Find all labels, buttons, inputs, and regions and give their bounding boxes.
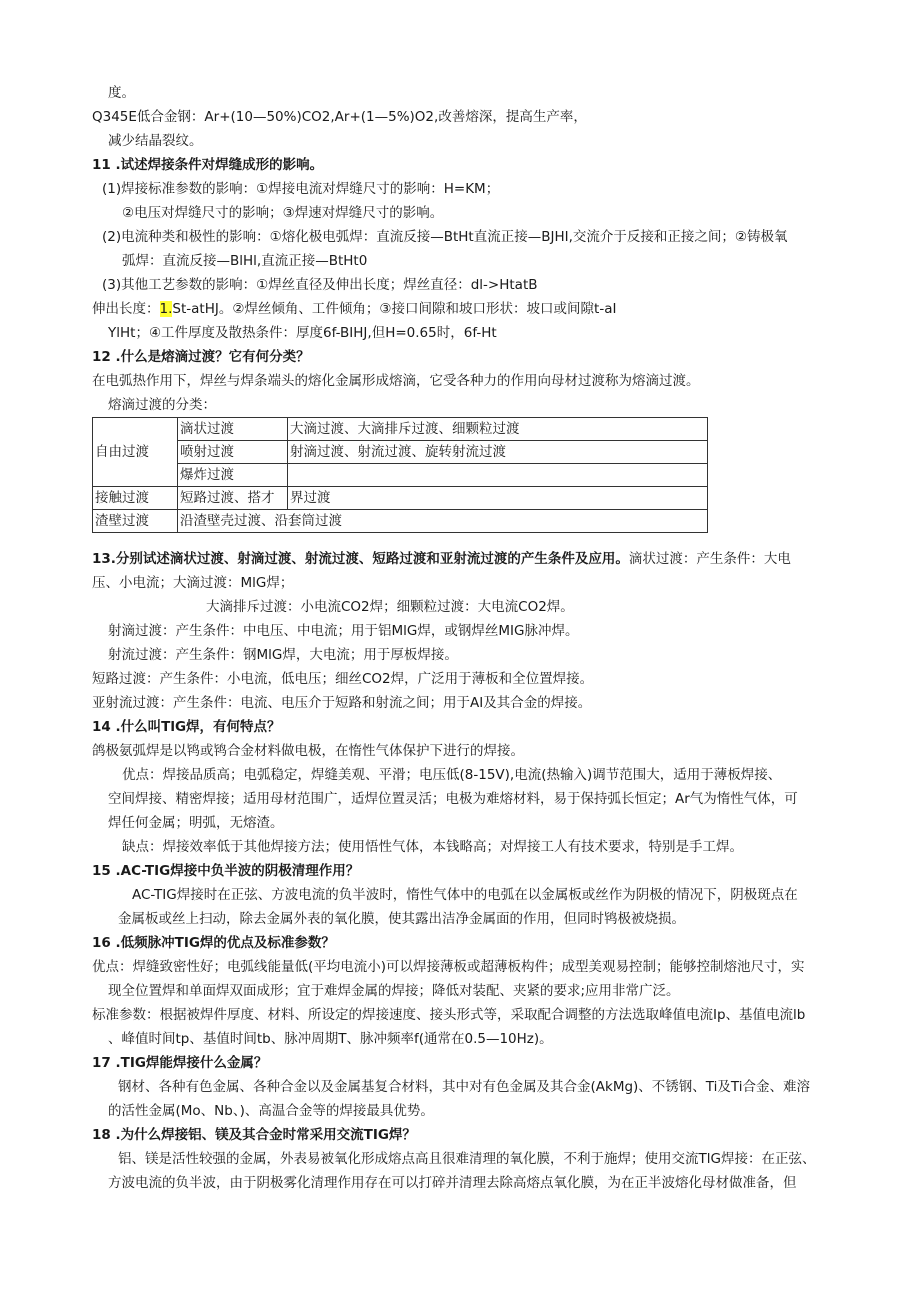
table-cell: 短路过渡、搭才 — [178, 487, 288, 510]
text-line: 短路过渡：产生条件：小电流，低电压；细丝CO2焊，广泛用于薄板和全位置焊接。 — [92, 671, 594, 687]
question-heading: 11 .试述焊接条件对焊缝成形的影响。 — [92, 157, 324, 173]
text-segment: 伸出长度： — [92, 301, 160, 317]
table-cell: 界过渡 — [288, 487, 708, 510]
table-row — [93, 441, 708, 464]
table-cell: 自由过渡 — [93, 418, 178, 487]
table-row — [93, 510, 708, 533]
table-cell: 爆炸过渡 — [178, 464, 288, 487]
text-line: 熔滴过渡的分类： — [108, 397, 216, 413]
question-heading: 16 .低频脉冲TIG焊的优点及标准参数？ — [92, 935, 335, 951]
text-line: 缺点：焊接效率低于其他焊接方法；使用悟性气体，本钱略高；对焊接工人有技术要求，特别是手工焊。 — [122, 839, 743, 855]
text-line: 优点：焊接品质高；电弧稳定，焊缝美观、平滑；电压低(8-15V),电流(热输入)调节范围大，适用于薄板焊接、 — [122, 767, 782, 783]
text-line: 铝、镁是活性较强的金属，外表易被氧化形成熔点高且很难清理的氧化膜，不利于施焊；使用交流TlG焊接：在正弦、 — [118, 1151, 816, 1167]
text-line: AC-TIG焊接时在正弦、方波电流的负半波时，惰性气体中的电弧在以金属板或丝作为阴极的情况下，阴极斑点在 — [132, 887, 798, 903]
table-cell: 大滴过渡、大滴排斥过渡、细颗粒过渡 — [288, 418, 708, 441]
text-line: 方波电流的负半波，由于阴极雾化清理作用存在可以打碎并清理去除高熔点氧化膜，为在正半波熔化母材做准备，但 — [108, 1175, 797, 1191]
text-line: 弧焊：直流反接—BlHl,直流正接—BtHt0 — [122, 253, 368, 269]
text-segment: 滴状过渡：产生条件：大电 — [628, 551, 791, 567]
table-row — [93, 487, 708, 510]
text-line: 现全位置焊和单面焊双面成形；宜于难焊金属的焊接；降低对装配、夹紧的要求;应用非常广泛。 — [108, 983, 680, 999]
text-line: 在电弧热作用下，焊丝与焊条端头的熔化金属形成熔滴，它受各种力的作用向母材过渡称为熔滴过渡。 — [92, 373, 700, 389]
table-cell: 滴状过渡 — [178, 418, 288, 441]
table-cell — [288, 464, 708, 487]
text-line — [92, 549, 791, 569]
text-segment: St-atHJ。②焊丝倾角、工件倾角；③接口间隙和坡口形状：坡口或间隙t-aI — [172, 301, 617, 317]
table-cell: 射滴过渡、射流过渡、旋转射流过渡 — [288, 441, 708, 464]
text-line: 鸽极氨弧焊是以鸨或鸨合金材料做电极，在惰性气体保护下进行的焊接。 — [92, 743, 524, 759]
text-line: 射流过渡：产生条件：钢MlG焊，大电流；用于厚板焊接。 — [108, 647, 458, 663]
text-line: 焊任何金属；明弧，无熔渣。 — [108, 815, 284, 831]
question-heading: 15 .AC-TIG焊接中负半波的阴极清理作用？ — [92, 863, 360, 879]
text-line: 、峰值时间tp、基值时间tb、脉冲周期T、脉冲频率f(通常在0.5—10Hz)。 — [108, 1031, 553, 1047]
text-line: 减少结晶裂纹。 — [108, 133, 203, 149]
table-cell: 接触过渡 — [93, 487, 178, 510]
droplet-transfer-table — [92, 417, 708, 533]
text-line: 空间焊接、精密焊接；适用母材范围广，适焊位置灵活；电极为难熔材料，易于保持弧长恒定；Ar气为惰性气体，可 — [108, 791, 798, 807]
text-line: YlHt；④工件厚度及散热条件：厚度6f-BIHJ,但H=0.65时，6f-Ht — [108, 325, 497, 341]
text-line: (1)焊接标准参数的影响：①焊接电流对焊缝尺寸的影响：H=KM； — [102, 181, 500, 197]
question-heading: 13.分别试述滴状过渡、射滴过渡、射流过渡、短路过渡和亚射流过渡的产生条件及应用。 — [92, 551, 629, 567]
text-line: 金属板或丝上扫动，除去金属外表的氧化膜，使其露出洁净金属面的作用，但同时鸨极被烧损。 — [118, 911, 685, 927]
text-line: (3)其他工艺参数的影响：①焊丝直径及伸出长度；焊丝直径：dl->HtatB — [102, 277, 538, 293]
text-line: 度。 — [108, 85, 135, 101]
text-line: 压、小电流；大滴过渡：MlG焊； — [92, 575, 294, 591]
text-line: ②电压对焊缝尺寸的影响；③焊速对焊缝尺寸的影响。 — [122, 205, 444, 221]
highlighted-text: 1. — [159, 301, 173, 317]
table-cell: 渣壁过渡 — [93, 510, 178, 533]
question-heading: 17 .TIG焊能焊接什么金属？ — [92, 1055, 268, 1071]
text-line: (2)电流种类和极性的影响：①熔化极电弧焊：直流反接—BtHt直流正接—BJHI,交流介于反接和正接之间；②铸极氧 — [102, 229, 788, 245]
text-line: Q345E低合金钢：Ar+(10—50%)CO2,Ar+(1—5%)O2,改善熔深，提高生产率， — [92, 109, 587, 125]
table-cell: 沿渣壁壳过渡、沿套筒过渡 — [178, 510, 708, 533]
text-line: 标准参数：根据被焊件厚度、材料、所设定的焊接速度、接头形式等，采取配合调整的方法选取峰值电流Ip、基值电流lb — [92, 1007, 806, 1023]
text-line: 的活性金属(Mo、Nb、)、高温合金等的焊接最具优势。 — [108, 1103, 434, 1119]
question-heading: 12 .什么是熔滴过渡？它有何分类？ — [92, 349, 310, 365]
text-line: 亚射流过渡：产生条件：电流、电压介于短路和射流之间；用于AI及其合金的焊接。 — [92, 695, 592, 711]
text-line: 钢材、各种有色金属、各种合金以及金属基复合材料，其中对有色金属及其合金(AkMg)、不锈钢、Ti及Ti合金、难溶 — [118, 1079, 810, 1095]
question-heading: 18 .为什么焊接铝、镁及其合金时常采用交流TIG焊？ — [92, 1127, 416, 1143]
table-row — [93, 418, 708, 441]
text-line: 射滴过渡：产生条件：中电压、中电流；用于铝MlG焊，或钢焊丝MIG脉冲焊。 — [108, 623, 579, 639]
text-line: 优点：焊缝致密性好；电弧线能量低(平均电流小)可以焊接薄板或超薄板构件；成型美观易控制；能够控制熔池尺寸，实 — [92, 959, 805, 975]
text-line: 大滴排斥过渡：小电流CO2焊；细颗粒过渡：大电流CO2焊。 — [206, 599, 574, 615]
table-cell: 喷射过渡 — [178, 441, 288, 464]
text-line — [92, 299, 616, 319]
question-heading: 14 .什么叫TlG焊，有何特点？ — [92, 719, 281, 735]
table-row — [93, 464, 708, 487]
